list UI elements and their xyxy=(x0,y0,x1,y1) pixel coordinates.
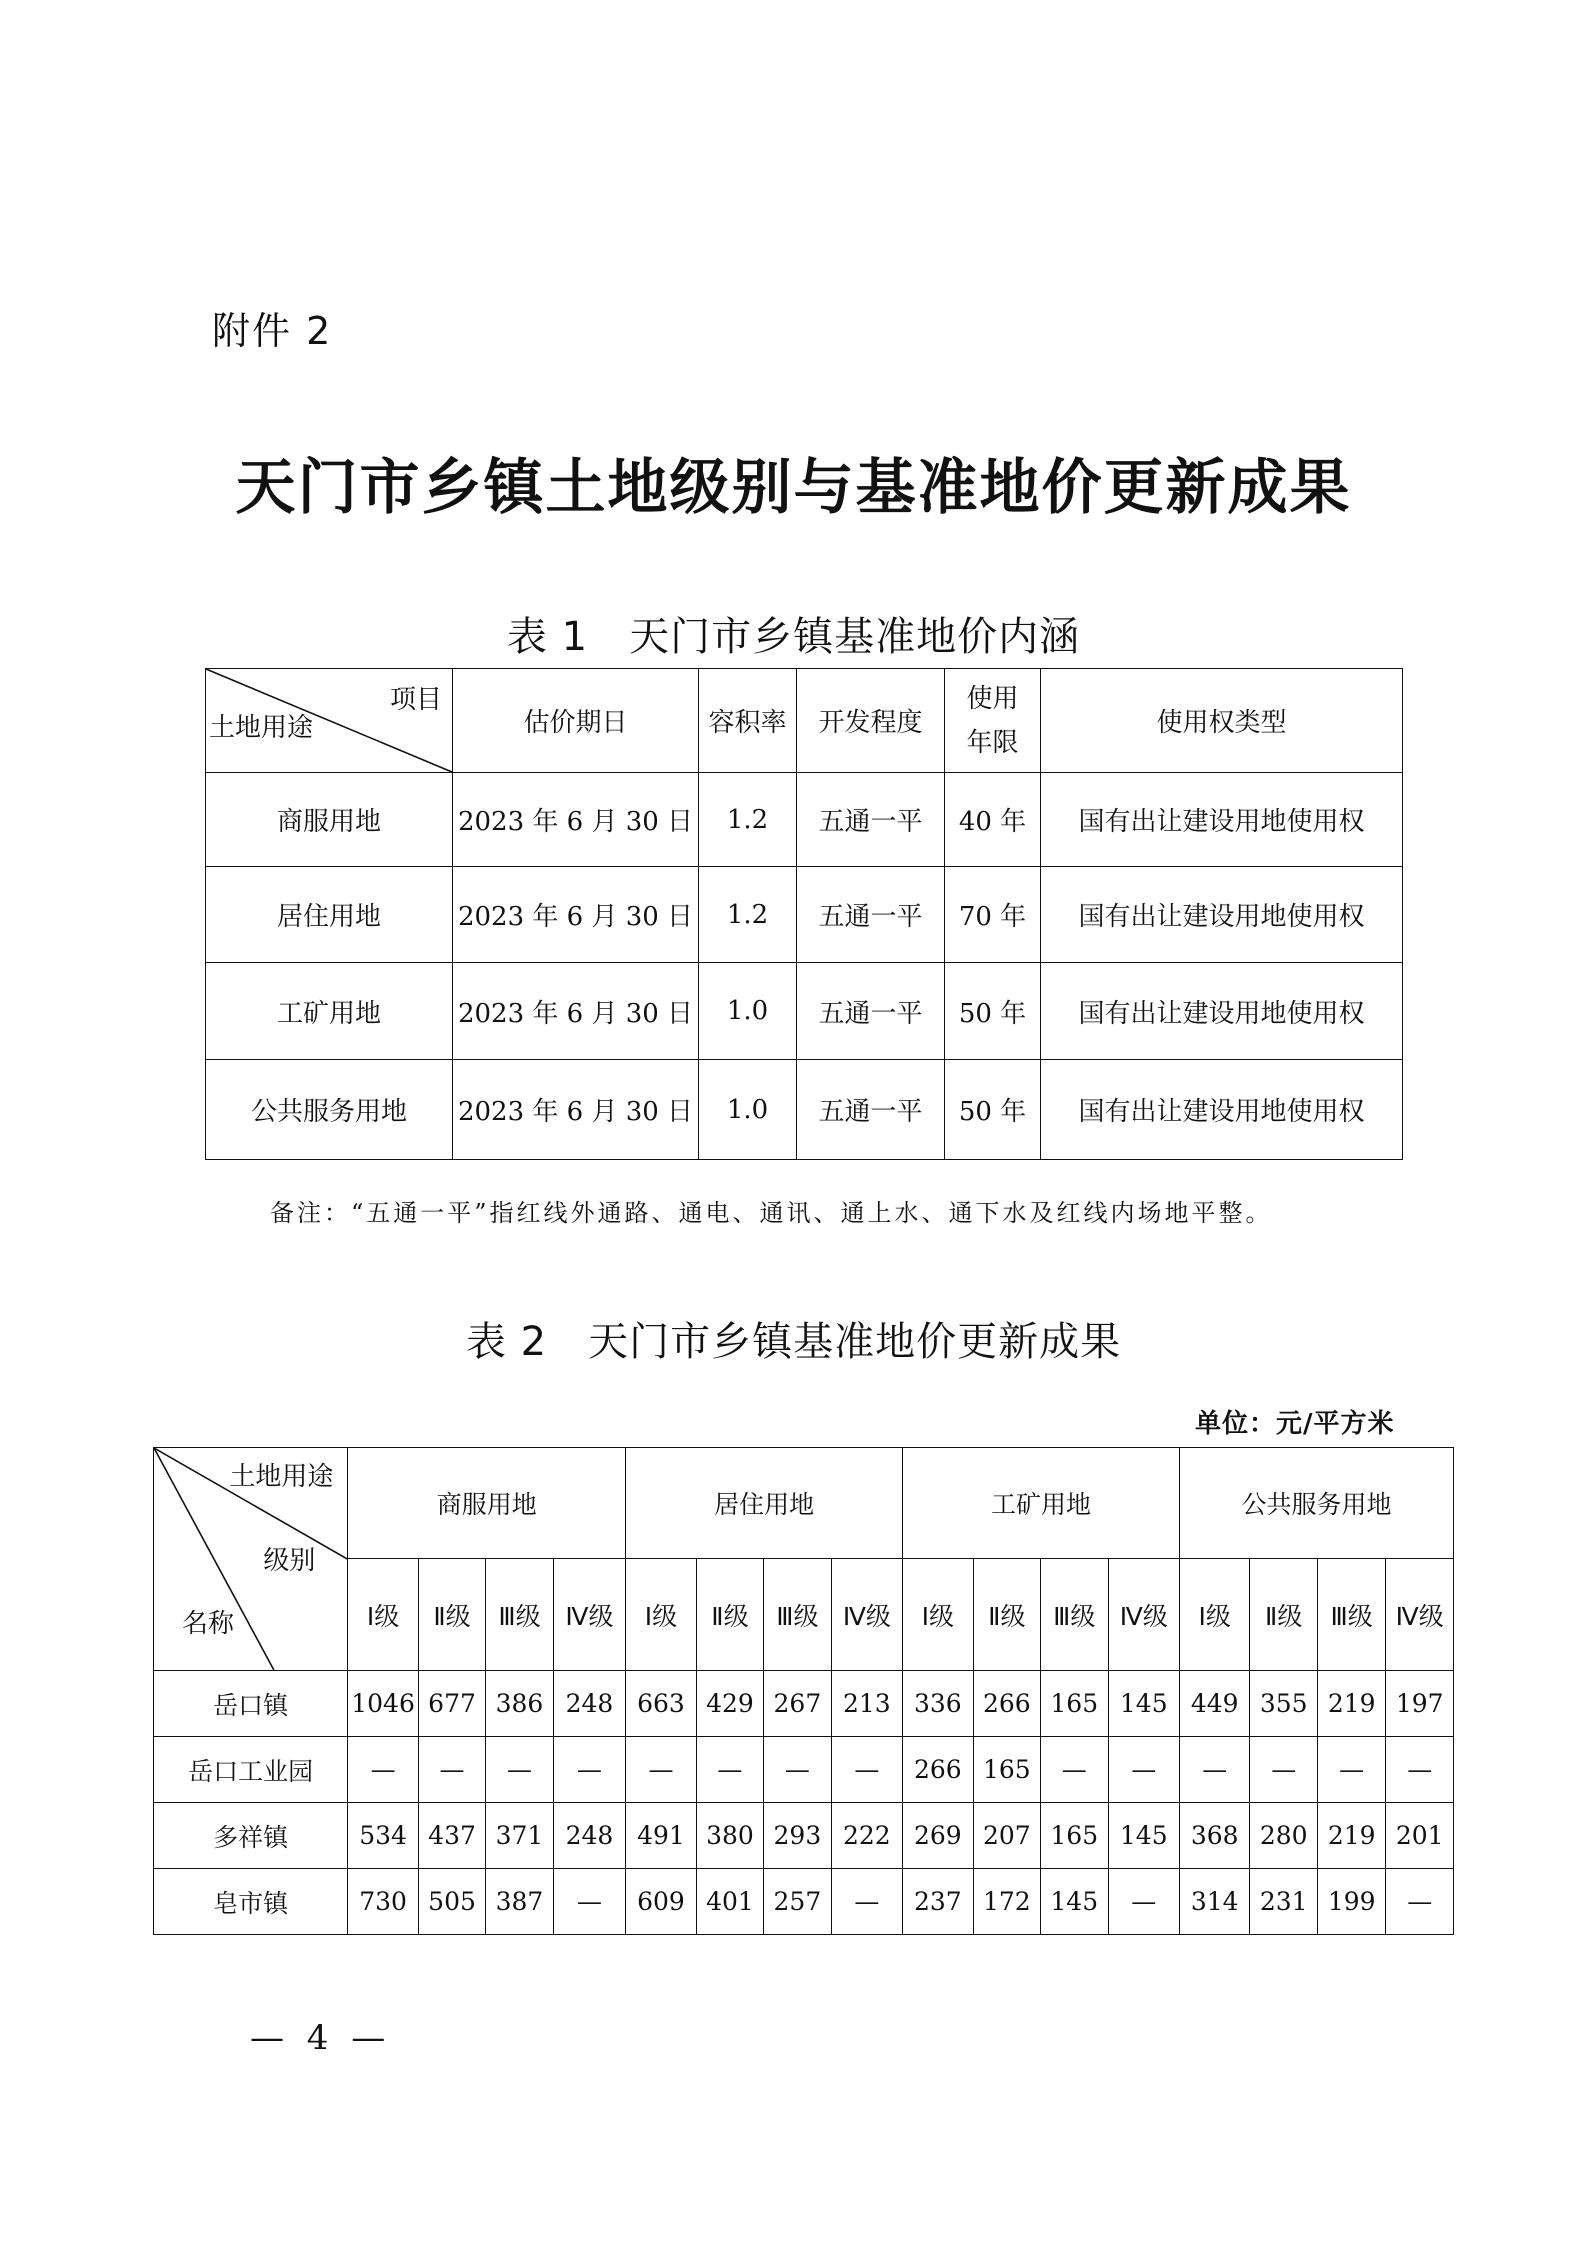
price-cell: 534 xyxy=(348,1803,418,1869)
plot-ratio-cell: 1.2 xyxy=(699,773,797,867)
price-cell: — xyxy=(486,1737,553,1803)
table2-corner-cell xyxy=(154,1448,348,1671)
term-cell: 50 年 xyxy=(945,1060,1041,1160)
header-plot-ratio: 容积率 xyxy=(699,669,797,773)
price-cell: — xyxy=(348,1737,418,1803)
price-cell: 663 xyxy=(626,1671,696,1737)
town-name-cell: 岳口镇 xyxy=(154,1671,348,1737)
town-name-cell: 皂市镇 xyxy=(154,1869,348,1935)
price-cell: 201 xyxy=(1386,1803,1454,1869)
plot-ratio-cell: 1.0 xyxy=(699,1060,797,1160)
plot-ratio-cell: 1.2 xyxy=(699,867,797,963)
table1-corner-cell xyxy=(206,669,453,773)
price-cell: — xyxy=(1317,1737,1385,1803)
price-cell: 429 xyxy=(696,1671,763,1737)
price-cell: 257 xyxy=(764,1869,831,1935)
price-cell: 336 xyxy=(903,1671,973,1737)
price-cell: 231 xyxy=(1250,1869,1317,1935)
price-cell: 197 xyxy=(1386,1671,1454,1737)
header-development-degree: 开发程度 xyxy=(797,669,945,773)
level-header: Ⅲ级 xyxy=(764,1559,831,1671)
valuation-date-cell: 2023 年 6 月 30 日 xyxy=(453,773,699,867)
town-name-cell: 多祥镇 xyxy=(154,1803,348,1869)
price-cell: 368 xyxy=(1180,1803,1250,1869)
land-use-cell: 工矿用地 xyxy=(206,963,453,1060)
header-use-term-line2: 年限 xyxy=(966,727,1019,758)
term-cell: 70 年 xyxy=(945,867,1041,963)
table1-caption: 表 1 天门市乡镇基准地价内涵 xyxy=(506,614,1081,660)
price-cell: 267 xyxy=(764,1671,831,1737)
price-cell: 248 xyxy=(553,1803,626,1869)
price-cell: — xyxy=(1108,1737,1180,1803)
price-cell: — xyxy=(1108,1869,1180,1935)
level-header: Ⅲ级 xyxy=(486,1559,553,1671)
price-cell: 266 xyxy=(973,1671,1040,1737)
price-cell: 437 xyxy=(418,1803,485,1869)
development-cell: 五通一平 xyxy=(797,867,945,963)
price-cell: — xyxy=(696,1737,763,1803)
group-commercial: 商服用地 xyxy=(348,1448,626,1559)
table2-group-header-row xyxy=(154,1448,1454,1559)
price-cell: 222 xyxy=(831,1803,903,1869)
table-row xyxy=(154,1737,1454,1803)
land-use-cell: 公共服务用地 xyxy=(206,1060,453,1160)
header-use-term-line1: 使用 xyxy=(966,683,1019,714)
price-cell: 1046 xyxy=(348,1671,418,1737)
table-row xyxy=(154,1869,1454,1935)
price-cell: 219 xyxy=(1317,1803,1385,1869)
level-header: Ⅱ级 xyxy=(1250,1559,1317,1671)
price-cell: 355 xyxy=(1250,1671,1317,1737)
table1-header-row xyxy=(206,669,1403,773)
development-cell: 五通一平 xyxy=(797,773,945,867)
land-use-cell: 居住用地 xyxy=(206,867,453,963)
price-cell: — xyxy=(626,1737,696,1803)
price-cell: 269 xyxy=(903,1803,973,1869)
term-cell: 50 年 xyxy=(945,963,1041,1060)
level-header: Ⅱ级 xyxy=(973,1559,1040,1671)
level-header: Ⅱ级 xyxy=(696,1559,763,1671)
price-cell: — xyxy=(418,1737,485,1803)
price-cell: 172 xyxy=(973,1869,1040,1935)
corner-label-land-use: 土地用途 xyxy=(229,1462,334,1492)
header-right-type: 使用权类型 xyxy=(1041,669,1403,773)
price-cell: 165 xyxy=(973,1737,1040,1803)
development-cell: 五通一平 xyxy=(797,1060,945,1160)
price-cell: 491 xyxy=(626,1803,696,1869)
attachment-label: 附件 2 xyxy=(212,309,333,353)
group-industrial: 工矿用地 xyxy=(903,1448,1180,1559)
price-cell: 280 xyxy=(1250,1803,1317,1869)
price-cell: 145 xyxy=(1108,1803,1180,1869)
price-cell: 145 xyxy=(1108,1671,1180,1737)
level-header: Ⅳ级 xyxy=(1108,1559,1180,1671)
price-cell: 207 xyxy=(973,1803,1040,1869)
price-cell: 266 xyxy=(903,1737,973,1803)
price-cell: 609 xyxy=(626,1869,696,1935)
header-valuation-date: 估价期日 xyxy=(453,669,699,773)
price-cell: 314 xyxy=(1180,1869,1250,1935)
price-cell: 730 xyxy=(348,1869,418,1935)
price-cell: 219 xyxy=(1317,1671,1385,1737)
corner-label-level: 级别 xyxy=(263,1546,316,1576)
table1-base-price-definition xyxy=(205,668,1403,1160)
table2-base-price-results xyxy=(153,1447,1454,1935)
level-header: Ⅰ级 xyxy=(1180,1559,1250,1671)
price-cell: 165 xyxy=(1041,1803,1108,1869)
price-cell: — xyxy=(764,1737,831,1803)
price-cell: 386 xyxy=(486,1671,553,1737)
price-cell: — xyxy=(553,1869,626,1935)
document-title: 天门市乡镇土地级别与基准地价更新成果 xyxy=(235,453,1352,523)
development-cell: 五通一平 xyxy=(797,963,945,1060)
table-row xyxy=(206,963,1403,1060)
price-cell: 293 xyxy=(764,1803,831,1869)
price-cell: 371 xyxy=(486,1803,553,1869)
price-cell: 401 xyxy=(696,1869,763,1935)
price-cell: 165 xyxy=(1041,1671,1108,1737)
group-residential: 居住用地 xyxy=(626,1448,903,1559)
table-row xyxy=(154,1803,1454,1869)
valuation-date-cell: 2023 年 6 月 30 日 xyxy=(453,963,699,1060)
group-public-service: 公共服务用地 xyxy=(1180,1448,1454,1559)
level-header: Ⅳ级 xyxy=(553,1559,626,1671)
term-cell: 40 年 xyxy=(945,773,1041,867)
table2-caption: 表 2 天门市乡镇基准地价更新成果 xyxy=(465,1319,1122,1365)
price-cell: 145 xyxy=(1041,1869,1108,1935)
town-name-cell: 岳口工业园 xyxy=(154,1737,348,1803)
price-cell: — xyxy=(1386,1869,1454,1935)
price-cell: 449 xyxy=(1180,1671,1250,1737)
price-cell: — xyxy=(1386,1737,1454,1803)
page-number: — 4 — xyxy=(250,2018,392,2058)
right-type-cell: 国有出让建设用地使用权 xyxy=(1041,963,1403,1060)
plot-ratio-cell: 1.0 xyxy=(699,963,797,1060)
level-header: Ⅰ级 xyxy=(903,1559,973,1671)
right-type-cell: 国有出让建设用地使用权 xyxy=(1041,867,1403,963)
price-cell: 213 xyxy=(831,1671,903,1737)
table1-note: 备注：“五通一平”指红线外通路、通电、通讯、通上水、通下水及红线内场地平整。 xyxy=(270,1199,1273,1227)
price-cell: — xyxy=(1041,1737,1108,1803)
price-cell: 677 xyxy=(418,1671,485,1737)
price-cell: — xyxy=(1180,1737,1250,1803)
level-header: Ⅳ级 xyxy=(831,1559,903,1671)
price-cell: — xyxy=(1250,1737,1317,1803)
right-type-cell: 国有出让建设用地使用权 xyxy=(1041,773,1403,867)
price-cell: 248 xyxy=(553,1671,626,1737)
right-type-cell: 国有出让建设用地使用权 xyxy=(1041,1060,1403,1160)
price-cell: 380 xyxy=(696,1803,763,1869)
price-cell: 387 xyxy=(486,1869,553,1935)
level-header: Ⅰ级 xyxy=(626,1559,696,1671)
land-use-cell: 商服用地 xyxy=(206,773,453,867)
table-row xyxy=(206,773,1403,867)
valuation-date-cell: 2023 年 6 月 30 日 xyxy=(453,1060,699,1160)
table-row xyxy=(154,1671,1454,1737)
corner-label-name: 名称 xyxy=(182,1609,235,1639)
level-header: Ⅳ级 xyxy=(1386,1559,1454,1671)
price-cell: 237 xyxy=(903,1869,973,1935)
header-use-term xyxy=(945,669,1041,773)
level-header: Ⅲ级 xyxy=(1317,1559,1385,1671)
valuation-date-cell: 2023 年 6 月 30 日 xyxy=(453,867,699,963)
corner-label-item: 项目 xyxy=(389,685,442,715)
table-row xyxy=(206,867,1403,963)
price-cell: 505 xyxy=(418,1869,485,1935)
table2-level-header-row xyxy=(154,1559,1454,1671)
price-cell: 199 xyxy=(1317,1869,1385,1935)
corner-label-land-use: 土地用途 xyxy=(209,713,314,743)
level-header: Ⅲ级 xyxy=(1041,1559,1108,1671)
unit-label: 单位：元/平方米 xyxy=(1195,1409,1395,1439)
price-cell: — xyxy=(831,1737,903,1803)
table-row xyxy=(206,1060,1403,1160)
price-cell: — xyxy=(831,1869,903,1935)
level-header: Ⅰ级 xyxy=(348,1559,418,1671)
level-header: Ⅱ级 xyxy=(418,1559,485,1671)
price-cell: — xyxy=(553,1737,626,1803)
